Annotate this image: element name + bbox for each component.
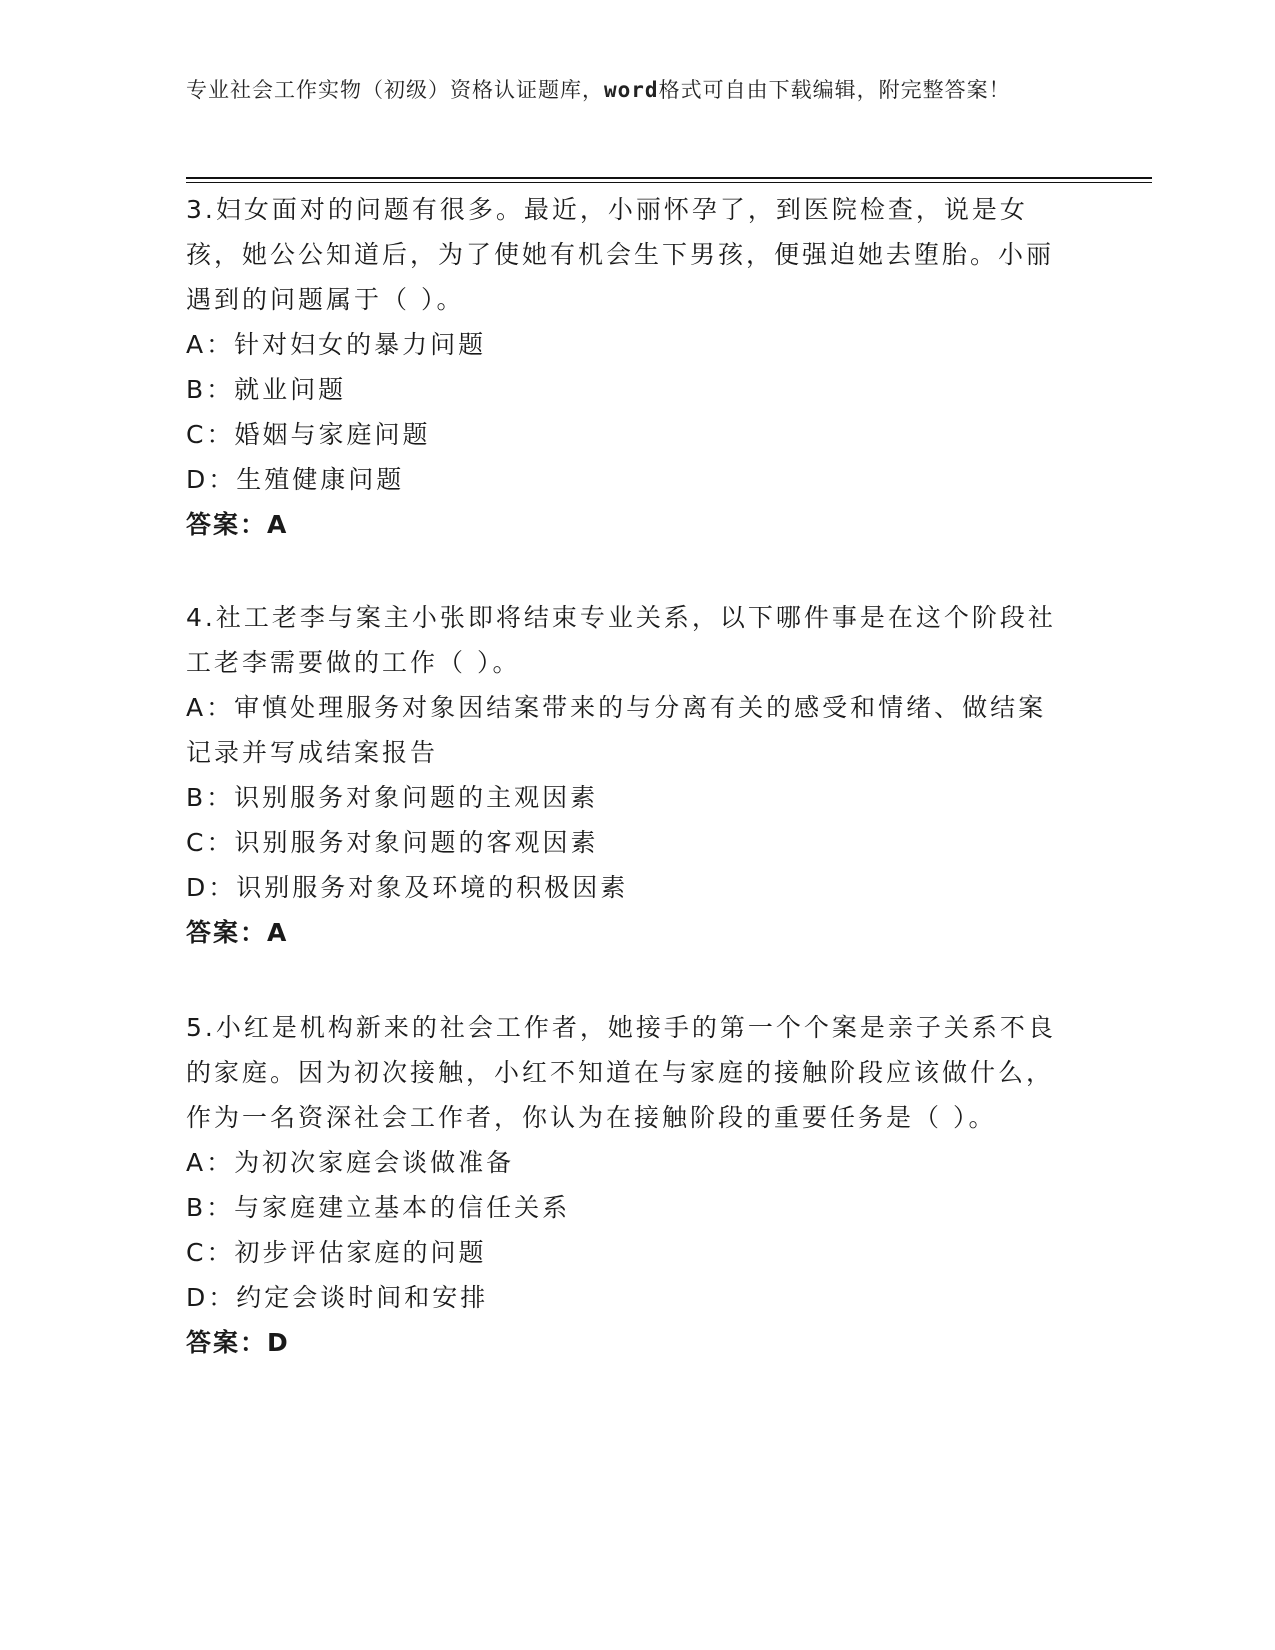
- header-divider-thick: [186, 177, 1152, 179]
- header-text-before: 专业社会工作实物（初级）资格认证题库，: [186, 78, 604, 102]
- option-b: B：与家庭建立基本的信任关系: [186, 1193, 571, 1222]
- option-a: A：针对妇女的暴力问题: [186, 330, 487, 359]
- document-header: [186, 74, 1066, 106]
- question-stem: 5.小红是机构新来的社会工作者，她接手的第一个个案是亲子关系不良的家庭。因为初次接触，小红不知道在与家庭的接触阶段应该做什么，作为一名资深社会工作者，你认为在接触阶段的重要任务是（ ）。: [186, 1013, 1056, 1132]
- question-answer: 答案：A: [186, 510, 289, 539]
- question-5: [186, 1005, 1066, 1365]
- question-answer: 答案：D: [186, 1328, 290, 1357]
- option-b: B：就业问题: [186, 375, 347, 404]
- option-a: A：审慎处理服务对象因结案带来的与分离有关的感受和情绪、做结案记录并写成结案报告: [186, 693, 1047, 767]
- option-c: C：婚姻与家庭问题: [186, 420, 431, 449]
- option-b: B：识别服务对象问题的主观因素: [186, 783, 599, 812]
- document-page: [186, 0, 1146, 1650]
- header-divider-thin: [186, 182, 1152, 183]
- option-c: C：初步评估家庭的问题: [186, 1238, 487, 1267]
- question-4: [186, 595, 1066, 955]
- header-text-after: 格式可自由下载编辑，附完整答案！: [658, 78, 1011, 102]
- option-c: C：识别服务对象问题的客观因素: [186, 828, 599, 857]
- question-stem: 3.妇女面对的问题有很多。最近，小丽怀孕了，到医院检查，说是女孩，她公公知道后，为了使她有机会生下男孩，便强迫她去堕胎。小丽遇到的问题属于（ ）。: [186, 195, 1055, 314]
- option-d: D：生殖健康问题: [186, 465, 405, 494]
- option-a: A：为初次家庭会谈做准备: [186, 1148, 515, 1177]
- option-d: D：约定会谈时间和安排: [186, 1283, 489, 1312]
- question-answer: 答案：A: [186, 918, 289, 947]
- question-stem: 4.社工老李与案主小张即将结束专业关系，以下哪件事是在这个阶段社工老李需要做的工作（ ）。: [186, 603, 1056, 677]
- option-d: D：识别服务对象及环境的积极因素: [186, 873, 629, 902]
- header-word-format: word: [604, 78, 659, 102]
- question-3: [186, 187, 1066, 547]
